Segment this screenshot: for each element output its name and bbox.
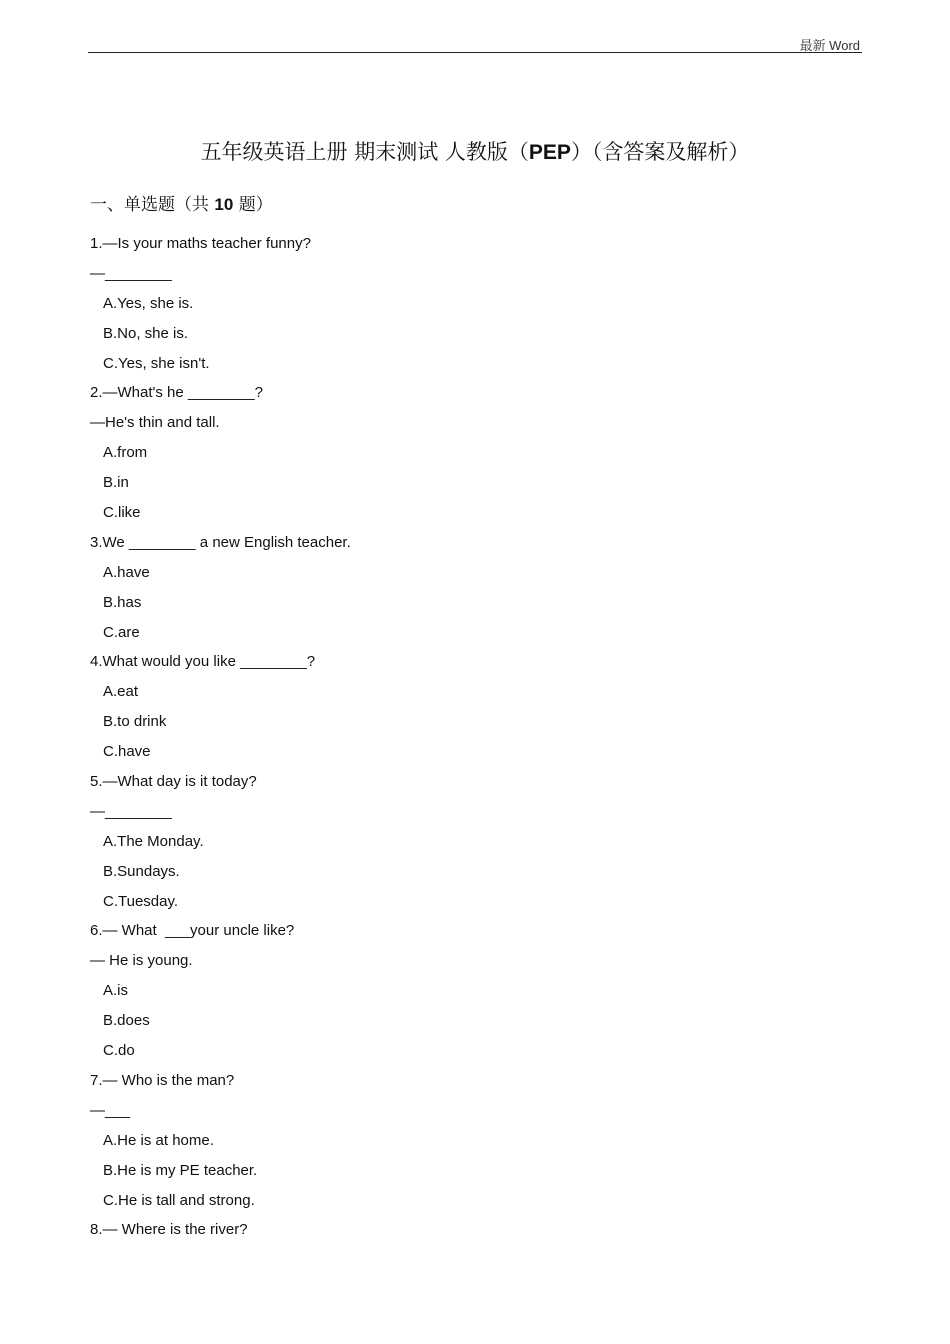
answer-option: C.Yes, she isn't. — [103, 354, 210, 372]
section-text-end: 题） — [233, 195, 273, 215]
question-line: 5.—What day is it today? — [90, 773, 257, 791]
question-line: 7.— Who is the man? — [90, 1071, 235, 1089]
answer-option: B.does — [103, 1012, 150, 1030]
section-heading — [90, 190, 273, 215]
question-line: —________ — [90, 264, 172, 282]
answer-option: C.He is tall and strong. — [103, 1191, 255, 1209]
answer-option: B.to drink — [103, 713, 167, 731]
answer-option: A.Yes, she is. — [103, 294, 194, 312]
answer-option: C.have — [103, 743, 151, 761]
question-line: — He is young. — [90, 952, 193, 970]
answer-option: A.eat — [103, 683, 139, 701]
question-line: —He's thin and tall. — [90, 414, 220, 432]
answer-option: C.do — [103, 1042, 135, 1060]
answer-option: A.is — [103, 982, 129, 1000]
answer-option: A.have — [103, 563, 150, 581]
answer-option: B.in — [103, 474, 129, 492]
section-text: 一、单选题（共 — [90, 195, 215, 215]
title-text-end: ）（含答案及解析） — [570, 140, 750, 164]
question-list — [90, 233, 351, 1249]
answer-option: C.like — [103, 504, 141, 522]
question-line: —___ — [90, 1101, 131, 1119]
question-line: 2.—What's he ________? — [90, 384, 263, 402]
header-divider — [88, 52, 862, 53]
question-line: —________ — [90, 802, 172, 820]
answer-option: B.He is my PE teacher. — [103, 1161, 258, 1179]
question-line: 8.— Where is the river? — [90, 1221, 248, 1239]
page-title — [0, 136, 950, 166]
answer-option: B.Sundays. — [103, 862, 180, 880]
header-label: 最新 Word — [799, 38, 860, 53]
question-line: 1.—Is your maths teacher funny? — [90, 235, 311, 252]
title-bold: PEP — [528, 141, 571, 164]
question-line: 6.— What ___your uncle like? — [90, 922, 295, 940]
answer-option: A.from — [103, 444, 148, 462]
answer-option: A.He is at home. — [103, 1131, 214, 1149]
answer-option: C.Tuesday. — [103, 892, 179, 910]
title-text: 五年级英语上册 期末测试 人教版（ — [200, 140, 529, 164]
answer-option: C.are — [103, 623, 140, 641]
answer-option: A.The Monday. — [103, 832, 204, 850]
question-line: 3.We ________ a new English teacher. — [90, 533, 351, 551]
answer-option: B.No, she is. — [103, 324, 189, 342]
section-count: 10 — [214, 195, 234, 214]
question-line: 4.What would you like ________? — [90, 653, 316, 671]
answer-option: B.has — [103, 593, 142, 611]
